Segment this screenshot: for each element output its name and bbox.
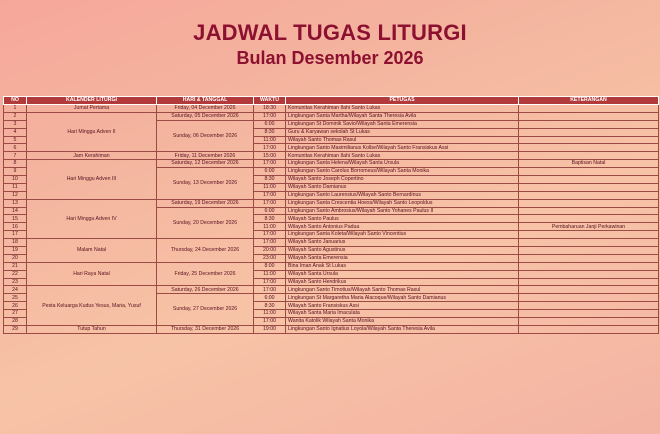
row-number: 25: [4, 294, 27, 302]
keterangan-cell: [519, 318, 659, 326]
table-row: [4, 286, 659, 294]
petugas-cell: Wilayah Santa Emerensia: [286, 254, 519, 262]
kalender-liturgi-cell: Malam Natal: [27, 239, 157, 263]
row-number: 2: [4, 112, 27, 120]
waktu-cell: 17:00: [254, 239, 286, 247]
keterangan-cell: [519, 128, 659, 136]
waktu-cell: 17:00: [254, 144, 286, 152]
petugas-cell: Wilayah Santo Paulus: [286, 215, 519, 223]
row-number: 17: [4, 231, 27, 239]
waktu-cell: 6:00: [254, 168, 286, 176]
petugas-cell: Lingkungan St Dominik Savio/Wilayah Santa Emerensia: [286, 120, 519, 128]
keterangan-cell: [519, 286, 659, 294]
petugas-cell: Lingkungan Santo Ambrosius/Wilayah Santo Yohanes Paulus II: [286, 207, 519, 215]
petugas-cell: Lingkungan Santa Martha/Wilayah Santa Theresia Avila: [286, 112, 519, 120]
petugas-cell: Wilayah Santo Joseph Copertino: [286, 176, 519, 184]
petugas-cell: Lingkungan Santo Carolus Borromeus/Wilayah Santa Monika: [286, 168, 519, 176]
kalender-liturgi-cell: Jumat Pertama: [27, 105, 157, 113]
keterangan-cell: [519, 191, 659, 199]
waktu-cell: 8:30: [254, 302, 286, 310]
page-title: JADWAL TUGAS LITURGI: [193, 20, 467, 45]
waktu-cell: 17:00: [254, 231, 286, 239]
table-row: [4, 152, 659, 160]
keterangan-cell: [519, 199, 659, 207]
header-kalender: KALENDER LITURGI: [27, 97, 157, 105]
header-keterangan: KETERANGAN: [519, 97, 659, 105]
hari-tanggal-cell: Friday, 04 December 2026: [157, 105, 254, 113]
kalender-liturgi-cell: Hari Minggu Adven II: [27, 112, 157, 151]
waktu-cell: 8:30: [254, 215, 286, 223]
hari-tanggal-cell: Saturday, 26 December 2026: [157, 286, 254, 294]
row-number: 3: [4, 120, 27, 128]
keterangan-cell: [519, 270, 659, 278]
row-number: 26: [4, 302, 27, 310]
table-row: [4, 112, 659, 120]
table-row: [4, 105, 659, 113]
hari-tanggal-cell: Sunday, 20 December 2026: [157, 207, 254, 239]
keterangan-cell: Baptisan Natal: [519, 160, 659, 168]
table-row: [4, 262, 659, 270]
keterangan-cell: [519, 136, 659, 144]
waktu-cell: 19:00: [254, 325, 286, 333]
waktu-cell: 20:00: [254, 247, 286, 255]
hari-tanggal-cell: Sunday, 27 December 2026: [157, 294, 254, 326]
row-number: 1: [4, 105, 27, 113]
row-number: 13: [4, 199, 27, 207]
row-number: 20: [4, 254, 27, 262]
keterangan-cell: [519, 152, 659, 160]
hari-tanggal-cell: Saturday, 12 December 2026: [157, 160, 254, 168]
table-row: [4, 199, 659, 207]
header-waktu: WAKTU: [254, 97, 286, 105]
keterangan-cell: [519, 105, 659, 113]
keterangan-cell: [519, 325, 659, 333]
petugas-cell: Wanita Katolik Wilayah Santa Monika: [286, 318, 519, 326]
row-number: 4: [4, 128, 27, 136]
keterangan-cell: [519, 215, 659, 223]
keterangan-cell: [519, 310, 659, 318]
table-row: [4, 239, 659, 247]
header-petugas: PETUGAS: [286, 97, 519, 105]
petugas-cell: Lingkungan Santo Ignatius Loyola/Wilayah Santa Theresia Avila: [286, 325, 519, 333]
keterangan-cell: [519, 254, 659, 262]
waktu-cell: 6:00: [254, 207, 286, 215]
waktu-cell: 17:00: [254, 318, 286, 326]
keterangan-cell: [519, 231, 659, 239]
row-number: 9: [4, 168, 27, 176]
row-number: 8: [4, 160, 27, 168]
waktu-cell: 11:00: [254, 183, 286, 191]
page-subtitle: Bulan Desember 2026: [236, 48, 424, 68]
waktu-cell: 11:00: [254, 310, 286, 318]
kalender-liturgi-cell: Hari Minggu Adven III: [27, 160, 157, 199]
petugas-cell: Guru & Karyawan sekolah St Lukas: [286, 128, 519, 136]
keterangan-cell: [519, 183, 659, 191]
waktu-cell: 8:30: [254, 128, 286, 136]
kalender-liturgi-cell: Pesta Keluarga Kudus Yesus, Maria, Yusuf: [27, 286, 157, 325]
hari-tanggal-cell: Saturday, 05 December 2026: [157, 112, 254, 120]
waktu-cell: 11:00: [254, 136, 286, 144]
petugas-cell: Wilayah Santo Hendrikus: [286, 278, 519, 286]
row-number: 11: [4, 183, 27, 191]
petugas-cell: Bina Iman Anak St Lukas: [286, 262, 519, 270]
header-no: NO: [4, 97, 27, 105]
keterangan-cell: [519, 239, 659, 247]
row-number: 7: [4, 152, 27, 160]
hari-tanggal-cell: Friday, 11 December 2026: [157, 152, 254, 160]
waktu-cell: 11:00: [254, 223, 286, 231]
petugas-cell: Wilayah Santa Maria Imaculata: [286, 310, 519, 318]
row-number: 10: [4, 176, 27, 184]
kalender-liturgi-cell: Tutup Tahun: [27, 325, 157, 333]
hari-tanggal-cell: Thursday, 24 December 2026: [157, 239, 254, 263]
row-number: 21: [4, 262, 27, 270]
row-number: 29: [4, 325, 27, 333]
row-number: 6: [4, 144, 27, 152]
petugas-cell: Lingkungan Santa Koleta/Wilayah Santo Vincentius: [286, 231, 519, 239]
hari-tanggal-cell: Thursday, 31 December 2026: [157, 325, 254, 333]
keterangan-cell: [519, 168, 659, 176]
waktu-cell: 8:00: [254, 262, 286, 270]
row-number: 24: [4, 286, 27, 294]
waktu-cell: 23:00: [254, 254, 286, 262]
waktu-cell: 6:00: [254, 294, 286, 302]
keterangan-cell: [519, 278, 659, 286]
kalender-liturgi-cell: Hari Raya Natal: [27, 262, 157, 286]
row-number: 28: [4, 318, 27, 326]
table-row: [4, 325, 659, 333]
table-row: [4, 160, 659, 168]
keterangan-cell: [519, 112, 659, 120]
header-hari: HARI & TANGGAL: [157, 97, 254, 105]
row-number: 18: [4, 239, 27, 247]
hari-tanggal-cell: Sunday, 06 December 2026: [157, 120, 254, 152]
waktu-cell: 17:00: [254, 191, 286, 199]
keterangan-cell: [519, 176, 659, 184]
table-header-row: [4, 97, 659, 105]
waktu-cell: 17:00: [254, 160, 286, 168]
keterangan-cell: [519, 302, 659, 310]
row-number: 14: [4, 207, 27, 215]
schedule-table: [3, 96, 659, 334]
waktu-cell: 18:30: [254, 105, 286, 113]
keterangan-cell: [519, 247, 659, 255]
keterangan-cell: Pembaharuan Janji Perkawinan: [519, 223, 659, 231]
row-number: 22: [4, 270, 27, 278]
petugas-cell: Wilayah Santa Ursula: [286, 270, 519, 278]
petugas-cell: Wilayah Santo Agustinus: [286, 247, 519, 255]
row-number: 5: [4, 136, 27, 144]
petugas-cell: Komunitas Kerahiman Ilahi Santo Lukas: [286, 152, 519, 160]
hari-tanggal-cell: Friday, 25 December 2026: [157, 262, 254, 286]
petugas-cell: Lingkungan St Margaretha Maria Alacoque/Wilayah Santo Damianus: [286, 294, 519, 302]
kalender-liturgi-cell: Hari Minggu Adven IV: [27, 199, 157, 238]
waktu-cell: 8:30: [254, 176, 286, 184]
keterangan-cell: [519, 120, 659, 128]
keterangan-cell: [519, 294, 659, 302]
row-number: 27: [4, 310, 27, 318]
petugas-cell: Wilayah Santo Damianus: [286, 183, 519, 191]
hari-tanggal-cell: Sunday, 13 December 2026: [157, 168, 254, 200]
petugas-cell: Komunitas Kerahiman Ilahi Santo Lukas: [286, 105, 519, 113]
waktu-cell: 17:00: [254, 199, 286, 207]
petugas-cell: Lingkungan Santo Maximilianus Kolbe/Wilayah Santo Fransiskus Assi: [286, 144, 519, 152]
hari-tanggal-cell: Saturday, 19 December 2026: [157, 199, 254, 207]
waktu-cell: 6:00: [254, 120, 286, 128]
row-number: 12: [4, 191, 27, 199]
petugas-cell: Lingkungan Santo Timotius/Wilayah Santo Thomas Rasul: [286, 286, 519, 294]
keterangan-cell: [519, 144, 659, 152]
waktu-cell: 17:00: [254, 278, 286, 286]
row-number: 19: [4, 247, 27, 255]
waktu-cell: 15:00: [254, 152, 286, 160]
kalender-liturgi-cell: Jam Kerahiman: [27, 152, 157, 160]
petugas-cell: Lingkungan Santa Helena/Wilayah Santa Ursula: [286, 160, 519, 168]
petugas-cell: Lingkungan Santa Crescentia Hoess/Wilayah Santo Leopoldus: [286, 199, 519, 207]
petugas-cell: Wilayah Santo Fransiskus Assi: [286, 302, 519, 310]
row-number: 15: [4, 215, 27, 223]
waktu-cell: 11:00: [254, 270, 286, 278]
keterangan-cell: [519, 262, 659, 270]
schedule-body: [4, 105, 659, 334]
petugas-cell: Wilayah Santo Antonius Padua: [286, 223, 519, 231]
row-number: 16: [4, 223, 27, 231]
petugas-cell: Lingkungan Santo Laurensius/Wilayah Santo Bernardinus: [286, 191, 519, 199]
keterangan-cell: [519, 207, 659, 215]
waktu-cell: 17:00: [254, 112, 286, 120]
row-number: 23: [4, 278, 27, 286]
petugas-cell: Wilayah Santo Thomas Rasul: [286, 136, 519, 144]
petugas-cell: Wilayah Santo Januarius: [286, 239, 519, 247]
waktu-cell: 17:00: [254, 286, 286, 294]
